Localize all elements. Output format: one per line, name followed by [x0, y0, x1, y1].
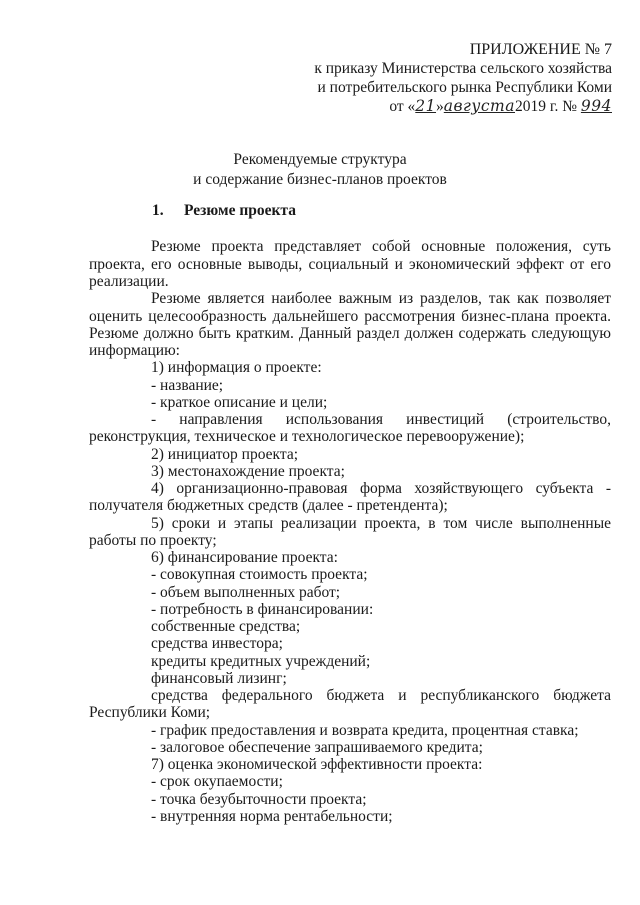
section-heading — [152, 202, 296, 220]
text-line: реализации. — [89, 273, 169, 290]
text-line: информацию: — [89, 342, 180, 359]
list-item: - потребность в финансировании: — [151, 601, 374, 618]
list-item: 5) сроки и этапы реализации проекта, в том числе выполненные — [151, 515, 611, 532]
list-item-justified — [151, 411, 611, 428]
list-item: - срок окупаемости; — [151, 773, 283, 790]
list-item: средства федерального бюджета и республиканского бюджета — [151, 687, 611, 704]
text-line: получателя бюджетных средств (далее - претендента); — [89, 497, 448, 514]
text-line: работы по проекту; — [89, 532, 217, 549]
word: - — [151, 411, 157, 428]
list-item: - внутренняя норма рентабельности; — [151, 808, 393, 825]
text-line: Республики Коми; — [89, 704, 211, 721]
list-item: кредиты кредитных учреждений; — [151, 653, 371, 670]
text-line: оценить целесообразность дальнейшего рассмотрения бизнес-плана проекта. — [89, 308, 611, 325]
document-title — [0, 150, 640, 190]
handwritten-day: 21 — [415, 97, 437, 115]
title-line2: и содержание бизнес-планов проектов — [193, 171, 447, 188]
order-reference-line1: к приказу Министерства сельского хозяйства — [314, 60, 612, 77]
date-year: 2019 г. № — [515, 98, 578, 115]
date-mid: » — [436, 98, 444, 115]
list-item: 3) местонахождение проекта; — [151, 463, 345, 480]
section-title: Резюме проекта — [184, 202, 296, 219]
text-line: Резюме проекта представляет собой основные положения, суть — [151, 238, 611, 255]
list-item: 1) информация о проекте: — [151, 359, 322, 376]
list-item: 7) оценка экономической эффективности проекта: — [151, 756, 483, 773]
list-item: средства инвестора; — [151, 635, 283, 652]
list-item: собственные средства; — [151, 618, 301, 635]
order-date-line — [314, 97, 612, 116]
list-item: - совокупная стоимость проекта; — [151, 566, 368, 583]
handwritten-month: августа — [443, 97, 515, 115]
list-item: - объем выполненных работ; — [151, 584, 341, 601]
word: направления — [179, 411, 263, 428]
text-line: Резюме является наиболее важным из разделов, так как позволяет — [151, 290, 611, 307]
list-item: 2) инициатор проекта; — [151, 446, 299, 463]
list-item: - краткое описание и цели; — [151, 394, 328, 411]
date-prefix: от « — [389, 98, 416, 115]
word: использования — [285, 411, 384, 428]
word: инвестиций — [406, 411, 485, 428]
text-line: реконструкция, техническое и технологическое перевооружение); — [89, 428, 525, 445]
appendix-title: ПРИЛОЖЕНИЕ № 7 — [469, 41, 612, 58]
order-reference-line2: и потребительского рынка Республики Коми — [317, 79, 612, 96]
word: (строительство, — [507, 411, 611, 428]
list-item: - график предоставления и возврата кредита, процентная ставка; — [151, 722, 579, 739]
list-item: - название; — [151, 377, 224, 394]
list-item: 4) организационно-правовая форма хозяйствующего субъекта - — [151, 480, 611, 497]
appendix-header — [314, 40, 612, 116]
title-line1: Рекомендуемые структура — [233, 151, 407, 168]
text-line: Резюме должно быть кратким. Данный раздел должен содержать следующую — [89, 325, 611, 342]
handwritten-order-number: 994 — [580, 97, 612, 115]
list-item: - залоговое обеспечение запрашиваемого кредита; — [151, 739, 483, 756]
text-line: проекта, его основные выводы, социальный и экономический эффект от его — [89, 256, 611, 273]
section-number: 1. — [152, 202, 164, 219]
list-item: 6) финансирование проекта: — [151, 549, 338, 566]
list-item: - точка безубыточности проекта; — [151, 791, 367, 808]
list-item: финансовый лизинг; — [151, 670, 287, 687]
